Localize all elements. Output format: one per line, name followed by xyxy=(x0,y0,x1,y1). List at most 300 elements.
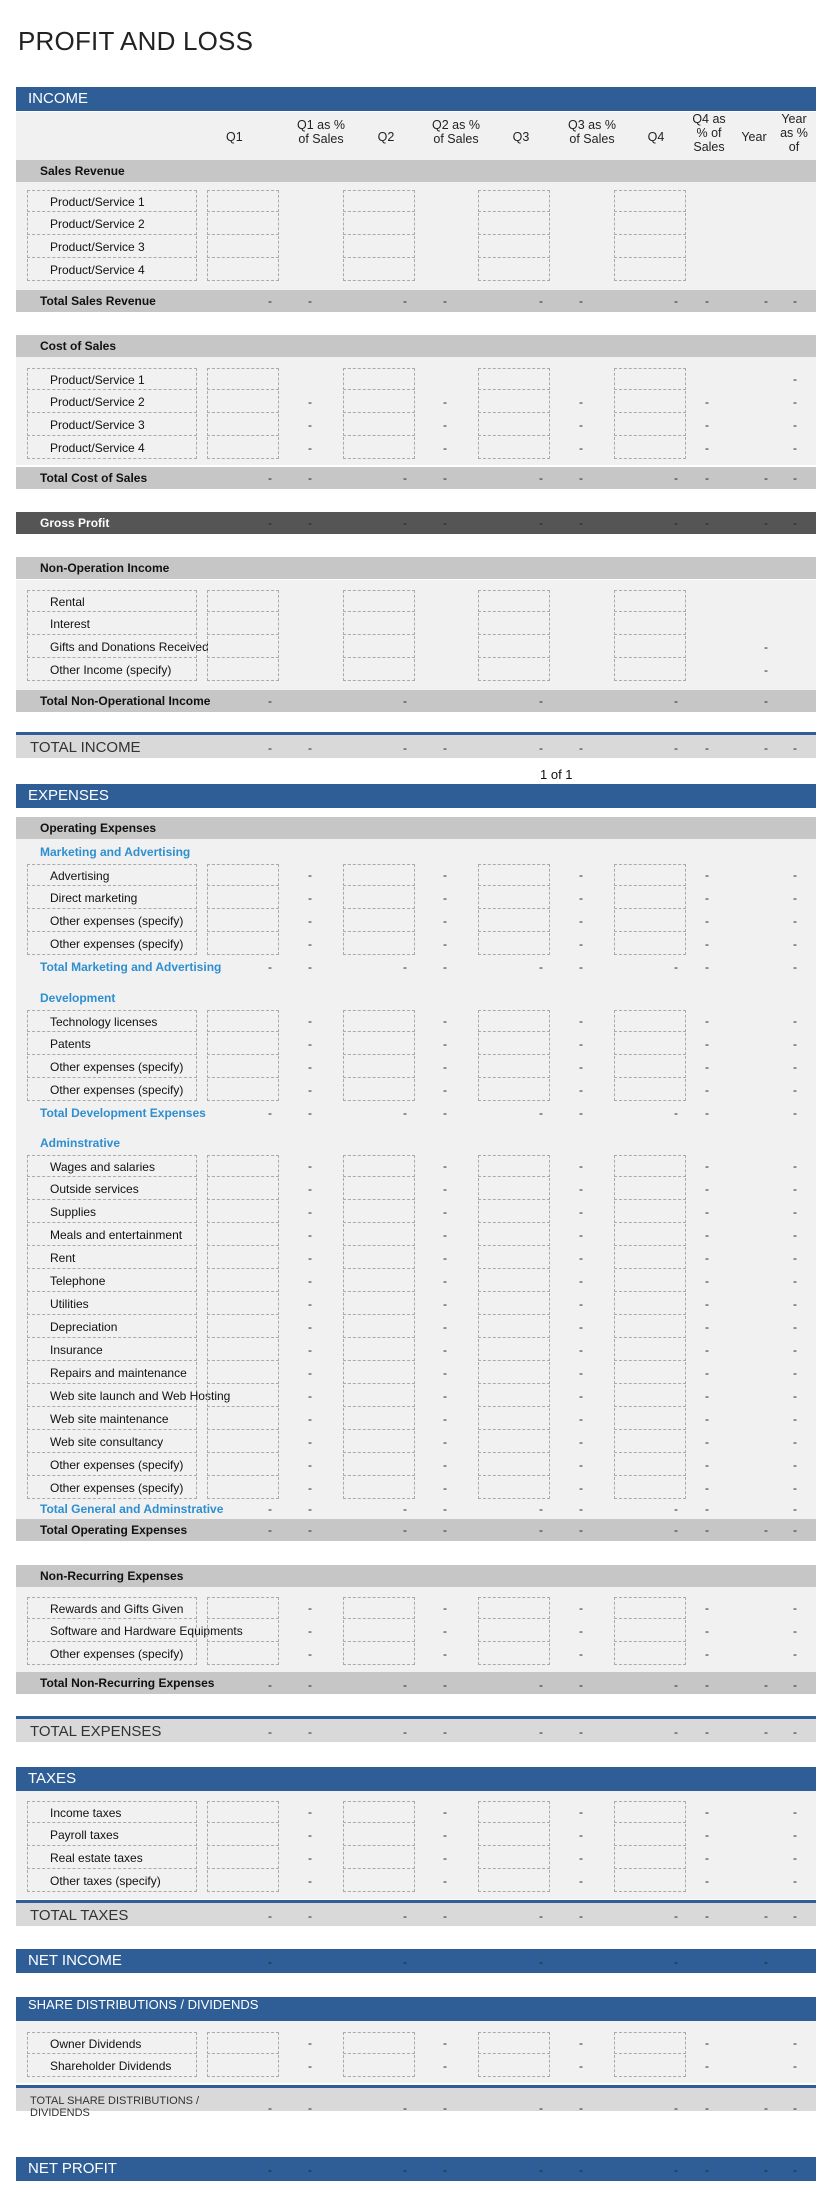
amount-input[interactable] xyxy=(478,190,550,212)
amount-input[interactable] xyxy=(343,2055,415,2077)
amount-input[interactable] xyxy=(207,636,279,658)
value-dash: - xyxy=(443,1159,447,1173)
amount-input[interactable] xyxy=(343,1033,415,1055)
amount-input[interactable] xyxy=(478,613,550,635)
value-dash: - xyxy=(443,1412,447,1426)
value-dash: - xyxy=(268,1955,272,1969)
amount-input[interactable] xyxy=(343,1247,415,1269)
value-dash: - xyxy=(443,1601,447,1615)
value-dash: - xyxy=(705,1851,709,1865)
amount-input[interactable] xyxy=(207,1201,279,1223)
amount-input[interactable] xyxy=(614,933,686,955)
amount-input[interactable] xyxy=(343,2032,415,2054)
amount-input[interactable] xyxy=(207,1870,279,1892)
non-recurring-header-label: Non-Recurring Expenses xyxy=(40,1569,184,1583)
amount-input[interactable] xyxy=(614,1362,686,1384)
amount-input[interactable] xyxy=(614,1643,686,1665)
amount-input[interactable] xyxy=(343,236,415,258)
amount-input[interactable] xyxy=(207,1079,279,1101)
value-dash: - xyxy=(308,1343,312,1357)
amount-input[interactable] xyxy=(614,1224,686,1246)
amount-input[interactable] xyxy=(478,1454,550,1476)
value-dash: - xyxy=(705,1014,709,1028)
amount-input[interactable] xyxy=(343,1010,415,1032)
amount-input[interactable] xyxy=(478,590,550,612)
value-dash: - xyxy=(579,441,583,455)
value-dash: - xyxy=(579,1343,583,1357)
amount-input[interactable] xyxy=(478,910,550,932)
col-q1: Q1 xyxy=(226,130,243,144)
amount-input[interactable] xyxy=(614,1431,686,1453)
value-dash: - xyxy=(764,741,768,755)
amount-input[interactable] xyxy=(478,1477,550,1499)
value-dash: - xyxy=(308,960,312,974)
value-dash: - xyxy=(579,2101,583,2115)
development-item: Patents xyxy=(27,1033,197,1055)
value-dash: - xyxy=(705,1481,709,1495)
amount-input[interactable] xyxy=(478,1597,550,1619)
amount-input[interactable] xyxy=(343,1155,415,1177)
total-non-op-income-label: Total Non-Operational Income xyxy=(40,694,211,708)
amount-input[interactable] xyxy=(343,659,415,681)
amount-input[interactable] xyxy=(478,391,550,413)
amount-input[interactable] xyxy=(343,1339,415,1361)
total-expenses-label: TOTAL EXPENSES xyxy=(30,1723,162,1740)
value-dash: - xyxy=(764,640,768,654)
amount-input[interactable] xyxy=(207,864,279,886)
amount-input[interactable] xyxy=(614,259,686,281)
amount-input[interactable] xyxy=(614,1408,686,1430)
value-dash: - xyxy=(579,1678,583,1692)
amount-input[interactable] xyxy=(478,1247,550,1269)
value-dash: - xyxy=(443,1389,447,1403)
amount-input[interactable] xyxy=(614,1597,686,1619)
value-dash: - xyxy=(793,1251,797,1265)
amount-input[interactable] xyxy=(343,1597,415,1619)
amount-input[interactable] xyxy=(614,1801,686,1823)
value-dash: - xyxy=(705,1228,709,1242)
amount-input[interactable] xyxy=(614,1079,686,1101)
value-dash: - xyxy=(308,1851,312,1865)
nonop-item: Gifts and Donations Received xyxy=(27,636,197,658)
net-profit-bar xyxy=(16,2157,816,2181)
amount-input[interactable] xyxy=(478,1339,550,1361)
amount-input[interactable] xyxy=(343,910,415,932)
value-dash: - xyxy=(579,1874,583,1888)
marketing-item: Advertising xyxy=(27,864,197,886)
amount-input[interactable] xyxy=(343,636,415,658)
expenses-header-title: EXPENSES xyxy=(28,787,109,804)
value-dash: - xyxy=(308,868,312,882)
amount-input[interactable] xyxy=(207,1178,279,1200)
value-dash: - xyxy=(705,1805,709,1819)
amount-input[interactable] xyxy=(614,910,686,932)
net-income-bar xyxy=(16,1949,816,1973)
value-dash: - xyxy=(705,1297,709,1311)
amount-input[interactable] xyxy=(343,590,415,612)
amount-input[interactable] xyxy=(207,1056,279,1078)
amount-input[interactable] xyxy=(614,1824,686,1846)
amount-input[interactable] xyxy=(207,259,279,281)
amount-input[interactable] xyxy=(343,864,415,886)
value-dash: - xyxy=(308,1874,312,1888)
value-dash: - xyxy=(268,471,272,485)
value-dash: - xyxy=(443,1060,447,1074)
amount-input[interactable] xyxy=(478,1847,550,1869)
amount-input[interactable] xyxy=(478,1431,550,1453)
share-item: Owner Dividends xyxy=(27,2032,197,2054)
value-dash: - xyxy=(764,694,768,708)
value-dash: - xyxy=(579,418,583,432)
amount-input[interactable] xyxy=(207,2032,279,2054)
col-year: Year xyxy=(741,130,767,144)
nonop-item: Other Income (specify) xyxy=(27,659,197,681)
value-dash: - xyxy=(268,294,272,308)
amount-input[interactable] xyxy=(343,1385,415,1407)
amount-input[interactable] xyxy=(614,1477,686,1499)
value-dash: - xyxy=(579,868,583,882)
value-dash: - xyxy=(579,1320,583,1334)
amount-input[interactable] xyxy=(343,887,415,909)
amount-input[interactable] xyxy=(478,1385,550,1407)
total-development: Total Development Expenses xyxy=(40,1106,206,1120)
amount-input[interactable] xyxy=(478,1178,550,1200)
value-dash: - xyxy=(443,1297,447,1311)
amount-input[interactable] xyxy=(614,213,686,235)
amount-input[interactable] xyxy=(207,1293,279,1315)
amount-input[interactable] xyxy=(207,437,279,459)
amount-input[interactable] xyxy=(343,213,415,235)
amount-input[interactable] xyxy=(343,1454,415,1476)
value-dash: - xyxy=(443,1182,447,1196)
value-dash: - xyxy=(443,441,447,455)
admin-item: Rent xyxy=(27,1247,197,1269)
value-dash: - xyxy=(793,1624,797,1638)
share-header xyxy=(16,1997,816,2021)
amount-input[interactable] xyxy=(478,1801,550,1823)
value-dash: - xyxy=(793,2036,797,2050)
amount-input[interactable] xyxy=(614,659,686,681)
income-title: INCOME xyxy=(28,90,88,107)
amount-input[interactable] xyxy=(478,368,550,390)
value-dash: - xyxy=(268,1106,272,1120)
amount-input[interactable] xyxy=(614,1033,686,1055)
amount-input[interactable] xyxy=(478,636,550,658)
amount-input[interactable] xyxy=(207,1431,279,1453)
amount-input[interactable] xyxy=(478,659,550,681)
amount-input[interactable] xyxy=(207,1620,279,1642)
amount-input[interactable] xyxy=(343,1079,415,1101)
value-dash: - xyxy=(793,395,797,409)
amount-input[interactable] xyxy=(207,1477,279,1499)
amount-input[interactable] xyxy=(478,259,550,281)
expenses-header xyxy=(16,784,816,808)
value-dash: - xyxy=(793,1320,797,1334)
amount-input[interactable] xyxy=(478,2032,550,2054)
amount-input[interactable] xyxy=(207,1247,279,1269)
value-dash: - xyxy=(308,1228,312,1242)
amount-input[interactable] xyxy=(478,1201,550,1223)
amount-input[interactable] xyxy=(478,1155,550,1177)
value-dash: - xyxy=(705,471,709,485)
amount-input[interactable] xyxy=(343,1201,415,1223)
amount-input[interactable] xyxy=(343,1847,415,1869)
value-dash: - xyxy=(443,1909,447,1923)
amount-input[interactable] xyxy=(614,1454,686,1476)
amount-input[interactable] xyxy=(207,910,279,932)
amount-input[interactable] xyxy=(614,636,686,658)
amount-input[interactable] xyxy=(343,1870,415,1892)
value-dash: - xyxy=(579,1274,583,1288)
value-dash: - xyxy=(308,2059,312,2073)
amount-input[interactable] xyxy=(207,190,279,212)
amount-input[interactable] xyxy=(614,368,686,390)
amount-input[interactable] xyxy=(207,1801,279,1823)
value-dash: - xyxy=(403,1678,407,1692)
amount-input[interactable] xyxy=(614,414,686,436)
marketing-item: Direct marketing xyxy=(27,887,197,909)
amount-input[interactable] xyxy=(478,236,550,258)
amount-input[interactable] xyxy=(614,2032,686,2054)
amount-input[interactable] xyxy=(207,1643,279,1665)
value-dash: - xyxy=(539,2101,543,2115)
amount-input[interactable] xyxy=(614,437,686,459)
value-dash: - xyxy=(705,2163,709,2177)
amount-input[interactable] xyxy=(478,1079,550,1101)
amount-input[interactable] xyxy=(478,1270,550,1292)
amount-input[interactable] xyxy=(343,391,415,413)
value-dash: - xyxy=(579,294,583,308)
amount-input[interactable] xyxy=(614,1201,686,1223)
value-dash: - xyxy=(308,516,312,530)
value-dash: - xyxy=(443,1366,447,1380)
value-dash: - xyxy=(308,1389,312,1403)
amount-input[interactable] xyxy=(614,1847,686,1869)
amount-input[interactable] xyxy=(343,368,415,390)
amount-input[interactable] xyxy=(207,1847,279,1869)
amount-input[interactable] xyxy=(343,1056,415,1078)
amount-input[interactable] xyxy=(207,1010,279,1032)
value-dash: - xyxy=(793,1182,797,1196)
value-dash: - xyxy=(793,1523,797,1537)
amount-input[interactable] xyxy=(343,190,415,212)
amount-input[interactable] xyxy=(343,1801,415,1823)
admin-item: Outside services xyxy=(27,1178,197,1200)
amount-input[interactable] xyxy=(207,236,279,258)
amount-input[interactable] xyxy=(343,1643,415,1665)
amount-input[interactable] xyxy=(478,864,550,886)
value-dash: - xyxy=(443,294,447,308)
value-dash: - xyxy=(579,891,583,905)
amount-input[interactable] xyxy=(614,613,686,635)
amount-input[interactable] xyxy=(478,933,550,955)
amount-input[interactable] xyxy=(614,1247,686,1269)
amount-input[interactable] xyxy=(343,1362,415,1384)
amount-input[interactable] xyxy=(207,368,279,390)
amount-input[interactable] xyxy=(343,437,415,459)
value-dash: - xyxy=(793,1481,797,1495)
amount-input[interactable] xyxy=(478,1033,550,1055)
value-dash: - xyxy=(674,1106,678,1120)
amount-input[interactable] xyxy=(343,1620,415,1642)
amount-input[interactable] xyxy=(207,1408,279,1430)
amount-input[interactable] xyxy=(478,1056,550,1078)
amount-input[interactable] xyxy=(207,1824,279,1846)
admin-item: Utilities xyxy=(27,1293,197,1315)
amount-input[interactable] xyxy=(478,2055,550,2077)
cost-item: Product/Service 1 xyxy=(27,368,197,390)
value-dash: - xyxy=(579,1389,583,1403)
amount-input[interactable] xyxy=(614,887,686,909)
value-dash: - xyxy=(793,1412,797,1426)
admin-item: Web site maintenance xyxy=(27,1408,197,1430)
marketing-item: Other expenses (specify) xyxy=(27,910,197,932)
value-dash: - xyxy=(308,1828,312,1842)
amount-input[interactable] xyxy=(614,590,686,612)
amount-input[interactable] xyxy=(343,259,415,281)
amount-input[interactable] xyxy=(343,1293,415,1315)
nonrec-item: Other expenses (specify) xyxy=(27,1643,197,1665)
value-dash: - xyxy=(403,1523,407,1537)
amount-input[interactable] xyxy=(478,1293,550,1315)
value-dash: - xyxy=(793,868,797,882)
development-item: Other expenses (specify) xyxy=(27,1056,197,1078)
amount-input[interactable] xyxy=(207,414,279,436)
amount-input[interactable] xyxy=(207,613,279,635)
amount-input[interactable] xyxy=(614,864,686,886)
amount-input[interactable] xyxy=(478,1620,550,1642)
amount-input[interactable] xyxy=(614,1155,686,1177)
value-dash: - xyxy=(705,1159,709,1173)
value-dash: - xyxy=(443,2059,447,2073)
amount-input[interactable] xyxy=(614,1293,686,1315)
amount-input[interactable] xyxy=(614,1339,686,1361)
value-dash: - xyxy=(764,2163,768,2177)
value-dash: - xyxy=(443,1874,447,1888)
amount-input[interactable] xyxy=(478,1870,550,1892)
amount-input[interactable] xyxy=(614,1385,686,1407)
value-dash: - xyxy=(579,2163,583,2177)
value-dash: - xyxy=(308,294,312,308)
amount-input[interactable] xyxy=(343,414,415,436)
value-dash: - xyxy=(793,1274,797,1288)
amount-input[interactable] xyxy=(207,887,279,909)
amount-input[interactable] xyxy=(614,190,686,212)
amount-input[interactable] xyxy=(478,1643,550,1665)
value-dash: - xyxy=(793,1647,797,1661)
admin-subheader: Adminstrative xyxy=(40,1136,121,1150)
value-dash: - xyxy=(308,1909,312,1923)
amount-input[interactable] xyxy=(343,1316,415,1338)
amount-input[interactable] xyxy=(614,1178,686,1200)
amount-input[interactable] xyxy=(207,1033,279,1055)
amount-input[interactable] xyxy=(614,2055,686,2077)
value-dash: - xyxy=(308,1037,312,1051)
amount-input[interactable] xyxy=(343,1824,415,1846)
amount-input[interactable] xyxy=(614,391,686,413)
amount-input[interactable] xyxy=(614,1870,686,1892)
value-dash: - xyxy=(403,294,407,308)
amount-input[interactable] xyxy=(207,1597,279,1619)
amount-input[interactable] xyxy=(478,437,550,459)
amount-input[interactable] xyxy=(614,236,686,258)
amount-input[interactable] xyxy=(207,1362,279,1384)
amount-input[interactable] xyxy=(207,1316,279,1338)
amount-input[interactable] xyxy=(614,1010,686,1032)
admin-item: Web site launch and Web Hosting xyxy=(27,1385,197,1407)
amount-input[interactable] xyxy=(343,1431,415,1453)
value-dash: - xyxy=(308,1647,312,1661)
amount-input[interactable] xyxy=(478,1408,550,1430)
amount-input[interactable] xyxy=(207,2055,279,2077)
amount-input[interactable] xyxy=(478,1010,550,1032)
amount-input[interactable] xyxy=(343,1477,415,1499)
value-dash: - xyxy=(764,1955,768,1969)
value-dash: - xyxy=(674,1955,678,1969)
value-dash: - xyxy=(764,516,768,530)
value-dash: - xyxy=(579,1412,583,1426)
value-dash: - xyxy=(443,1851,447,1865)
amount-input[interactable] xyxy=(207,1270,279,1292)
value-dash: - xyxy=(579,395,583,409)
value-dash: - xyxy=(705,1320,709,1334)
amount-input[interactable] xyxy=(207,590,279,612)
amount-input[interactable] xyxy=(614,1270,686,1292)
sales-item: Product/Service 2 xyxy=(27,213,197,235)
amount-input[interactable] xyxy=(343,1408,415,1430)
taxes-header xyxy=(16,1767,816,1791)
amount-input[interactable] xyxy=(614,1316,686,1338)
amount-input[interactable] xyxy=(343,1224,415,1246)
amount-input[interactable] xyxy=(478,887,550,909)
amount-input[interactable] xyxy=(207,659,279,681)
amount-input[interactable] xyxy=(207,1385,279,1407)
amount-input[interactable] xyxy=(343,1270,415,1292)
amount-input[interactable] xyxy=(207,1454,279,1476)
amount-input[interactable] xyxy=(343,1178,415,1200)
value-dash: - xyxy=(793,1851,797,1865)
value-dash: - xyxy=(539,1678,543,1692)
value-dash: - xyxy=(308,1060,312,1074)
amount-input[interactable] xyxy=(207,933,279,955)
amount-input[interactable] xyxy=(207,391,279,413)
amount-input[interactable] xyxy=(343,613,415,635)
value-dash: - xyxy=(705,294,709,308)
amount-input[interactable] xyxy=(207,1224,279,1246)
amount-input[interactable] xyxy=(478,1316,550,1338)
value-dash: - xyxy=(674,516,678,530)
amount-input[interactable] xyxy=(478,1362,550,1384)
value-dash: - xyxy=(268,1909,272,1923)
amount-input[interactable] xyxy=(478,213,550,235)
amount-input[interactable] xyxy=(478,414,550,436)
value-dash: - xyxy=(443,1320,447,1334)
amount-input[interactable] xyxy=(207,213,279,235)
amount-input[interactable] xyxy=(478,1224,550,1246)
amount-input[interactable] xyxy=(614,1056,686,1078)
amount-input[interactable] xyxy=(207,1155,279,1177)
amount-input[interactable] xyxy=(614,1620,686,1642)
amount-input[interactable] xyxy=(478,1824,550,1846)
amount-input[interactable] xyxy=(343,933,415,955)
value-dash: - xyxy=(793,1874,797,1888)
value-dash: - xyxy=(443,1647,447,1661)
value-dash: - xyxy=(579,471,583,485)
amount-input[interactable] xyxy=(207,1339,279,1361)
value-dash: - xyxy=(443,1624,447,1638)
value-dash: - xyxy=(705,2101,709,2115)
value-dash: - xyxy=(705,1182,709,1196)
